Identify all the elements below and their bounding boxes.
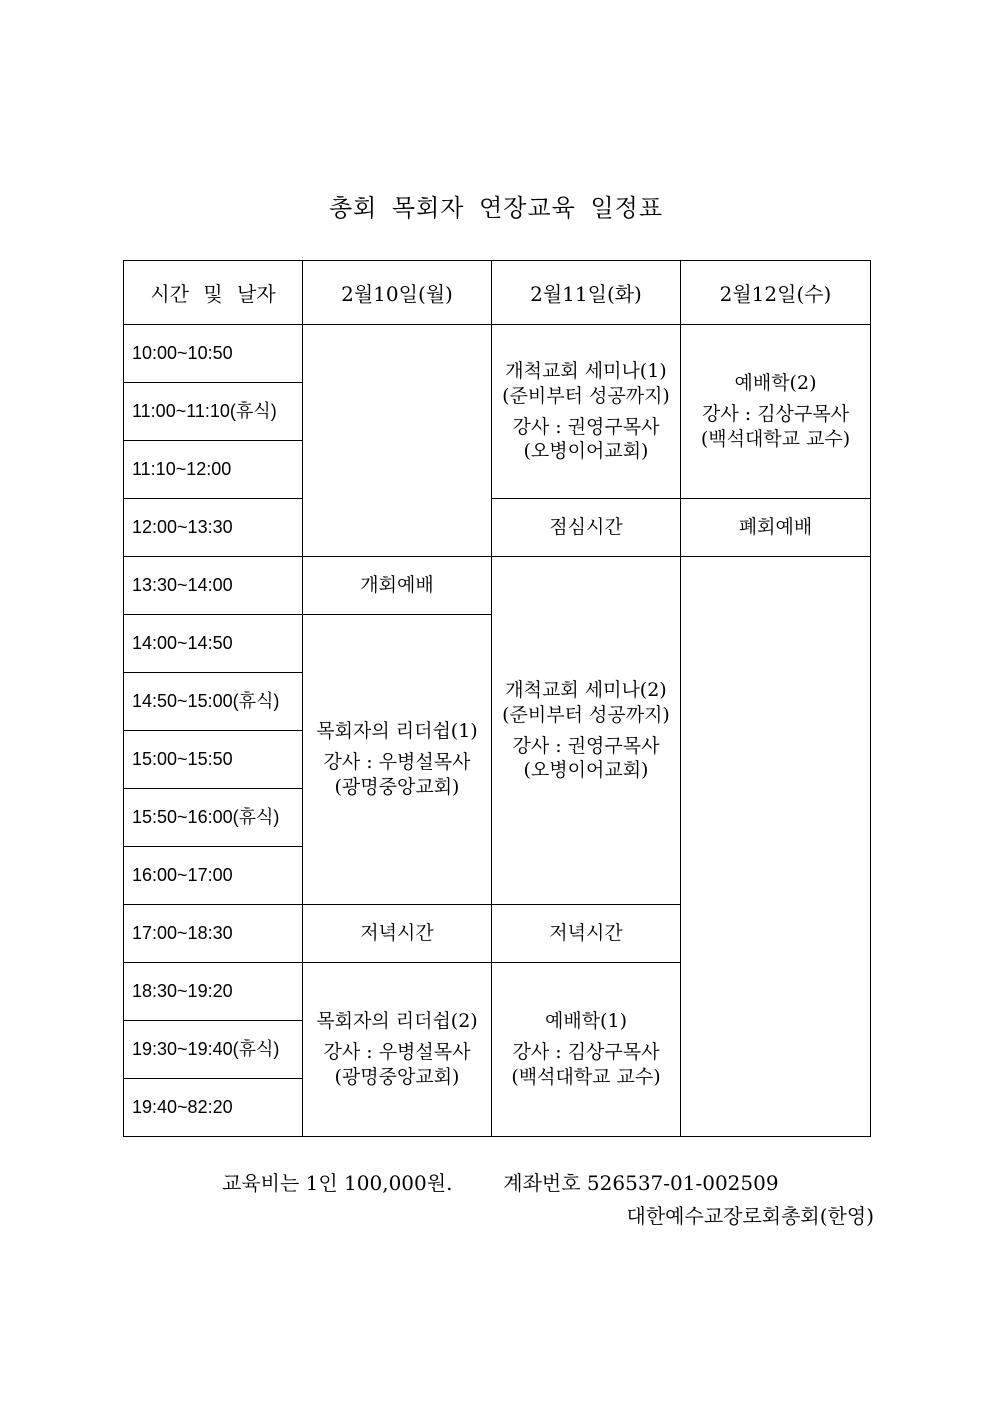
day1-leadership1-cell	[303, 615, 492, 905]
seminar1-subtitle: (준비부터 성공까지)	[502, 384, 670, 407]
worship1-lecturer: 강사 : 김상구목사	[512, 1041, 660, 1064]
leadership1-title: 목회자의 리더쉽(1)	[316, 720, 478, 743]
day2-lunch-cell: 점심시간	[492, 499, 681, 557]
worship1-affiliation: (백석대학교 교수)	[511, 1065, 661, 1088]
day2-seminar2-cell	[492, 557, 681, 905]
time-slot: 14:50~15:00(휴식)	[124, 673, 303, 731]
header-day2: 2월11일(화)	[492, 261, 681, 325]
seminar1-lecturer: 강사 : 권영구목사	[512, 415, 660, 438]
day1-dinner-cell: 저녁시간	[303, 905, 492, 963]
header-row	[124, 261, 871, 325]
time-slot: 11:10~12:00	[124, 441, 303, 499]
seminar2-lecturer: 강사 : 권영구목사	[512, 734, 660, 757]
seminar1-church: (오병이어교회)	[523, 440, 649, 463]
seminar2-church: (오병이어교회)	[523, 759, 649, 782]
organization-name: 대한예수교장로회총회(한영)	[626, 1204, 874, 1228]
header-time-date: 시간 및 날자	[124, 261, 303, 325]
footer-fee-line	[222, 1167, 779, 1196]
worship1-title: 예배학(1)	[545, 1010, 627, 1033]
leadership1-church: (광명중앙교회)	[334, 775, 460, 798]
schedule-table	[123, 260, 871, 1137]
seminar2-title: 개척교회 세미나(2)	[505, 678, 667, 701]
day3-empty-cell	[681, 557, 871, 1137]
time-slot: 15:50~16:00(휴식)	[124, 789, 303, 847]
day1-opening-cell: 개회예배	[303, 557, 492, 615]
time-slot: 19:40~82:20	[124, 1079, 303, 1137]
page-title: 총회 목회자 연장교육 일정표	[328, 194, 664, 222]
leadership1-lecturer: 강사 : 우병설목사	[323, 751, 471, 774]
seminar1-title: 개척교회 세미나(1)	[505, 359, 667, 382]
time-slot: 15:00~15:50	[124, 731, 303, 789]
day1-leadership2-cell	[303, 963, 492, 1137]
day2-dinner-cell: 저녁시간	[492, 905, 681, 963]
table-row	[124, 499, 871, 557]
table-row	[124, 557, 871, 615]
time-slot: 18:30~19:20	[124, 963, 303, 1021]
header-day1: 2월10일(월)	[303, 261, 492, 325]
worship2-affiliation: (백석대학교 교수)	[700, 427, 851, 450]
worship2-lecturer: 강사 : 김상구목사	[702, 403, 849, 426]
header-day3: 2월12일(수)	[681, 261, 871, 325]
seminar2-subtitle: (준비부터 성공까지)	[502, 703, 670, 726]
day3-worship2-cell	[681, 325, 871, 499]
day1-empty-cell	[303, 325, 492, 557]
day2-seminar1-cell	[492, 325, 681, 499]
leadership2-title: 목회자의 리더쉽(2)	[316, 1010, 478, 1033]
leadership2-lecturer: 강사 : 우병설목사	[323, 1041, 471, 1064]
day3-closing-cell: 폐회예배	[681, 499, 871, 557]
fee-text: 교육비는 1인 100,000원.	[222, 1171, 453, 1195]
time-slot: 12:00~13:30	[124, 499, 303, 557]
table-row	[124, 325, 871, 383]
worship2-title: 예배학(2)	[734, 372, 817, 395]
account-number: 계좌번호 526537-01-002509	[503, 1171, 779, 1195]
time-slot: 10:00~10:50	[124, 325, 303, 383]
time-slot: 19:30~19:40(휴식)	[124, 1021, 303, 1079]
time-slot: 16:00~17:00	[124, 847, 303, 905]
time-slot: 14:00~14:50	[124, 615, 303, 673]
time-slot: 11:00~11:10(휴식)	[124, 383, 303, 441]
day2-worship1-cell	[492, 963, 681, 1137]
time-slot: 17:00~18:30	[124, 905, 303, 963]
leadership2-church: (광명중앙교회)	[334, 1065, 460, 1088]
time-slot: 13:30~14:00	[124, 557, 303, 615]
